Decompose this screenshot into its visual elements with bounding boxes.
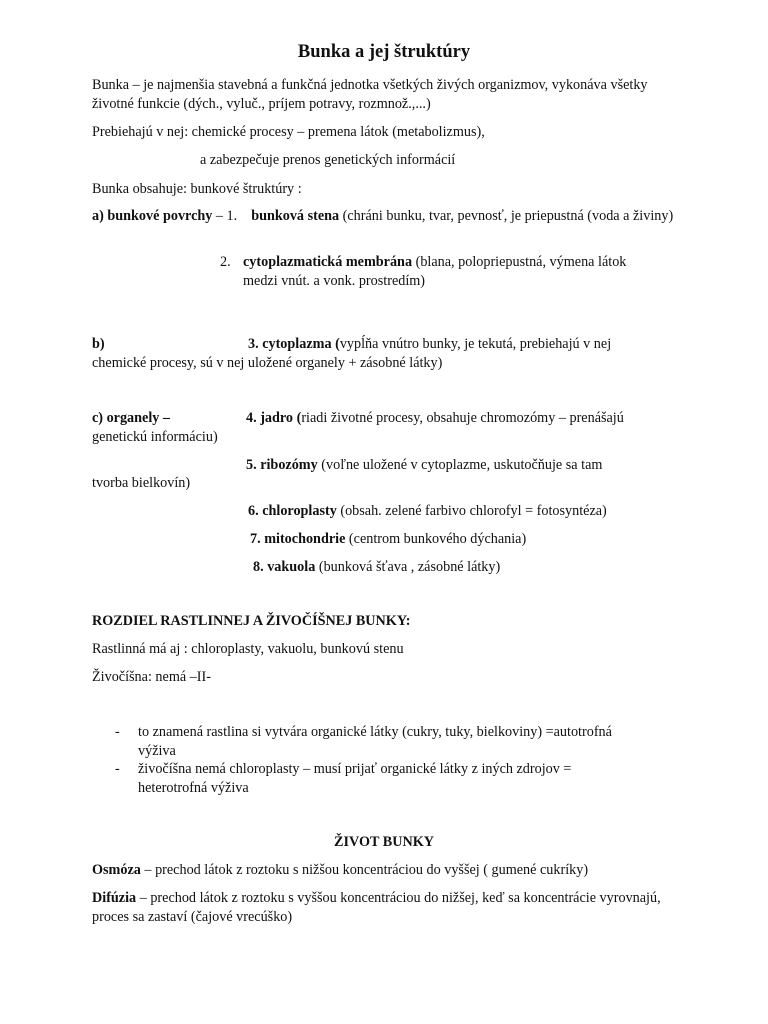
- intro-paragraph: [92, 76, 692, 114]
- item-2-number: 2.: [220, 254, 231, 270]
- item-4-line-1: [246, 409, 624, 428]
- intro-lead: Bunka: [92, 77, 130, 93]
- item-6-desc: (obsah. zelené farbivo chlorofyl = fotosyntéza): [336, 503, 607, 519]
- item-7: [250, 530, 526, 549]
- item-3-name: 3. cytoplazma (: [248, 336, 340, 352]
- life-heading: ŽIVOT BUNKY: [334, 834, 434, 850]
- item-2-name: cytoplazmatická membrána: [243, 254, 413, 270]
- diffusion-paragraph: [92, 889, 692, 927]
- bullet-dash: -: [115, 724, 120, 740]
- section-a-sep: – 1.: [212, 208, 238, 224]
- plant-cell-text: Rastlinná má aj : chloroplasty, vakuolu, bunkovú stenu: [92, 641, 404, 657]
- item-8: [253, 558, 500, 577]
- osmosis-definition: – prechod látok z roztoku s nižšou koncentráciou do vyššej ( gumené cukríky): [140, 862, 589, 878]
- item-7-name: 7. mitochondrie: [250, 531, 346, 547]
- processes-line-2: a zabezpečuje prenos genetických informácií: [200, 152, 456, 168]
- item-5-name: 5. ribozómy: [246, 457, 318, 473]
- bullet-item-line-1: živočíšna nemá chloroplasty – musí prijať organické látky z iných zdrojov =: [138, 761, 572, 777]
- osmosis-term: Osmóza: [92, 862, 141, 878]
- item-2-line-1: [243, 253, 626, 272]
- item-1-desc: (chráni bunku, tvar, pevnosť, je priepustná (voda a živiny): [339, 208, 674, 224]
- difference-heading: ROZDIEL RASTLINNEJ A ŽIVOČÍŠNEJ BUNKY:: [92, 613, 411, 629]
- item-4-line-2: genetickú informáciu): [92, 429, 218, 445]
- bullet-dash: -: [115, 761, 120, 777]
- item-4-name: 4. jadro (: [246, 410, 302, 426]
- page-title: Bunka a jej štruktúry: [297, 42, 471, 62]
- item-5-desc: (voľne uložené v cytoplazme, uskutočňuje sa tam: [317, 457, 603, 473]
- item-3-line-1: [248, 335, 611, 354]
- section-c-label: c) organely –: [92, 410, 171, 426]
- osmosis-paragraph: [92, 861, 692, 880]
- item-4-desc: riadi životné procesy, obsahuje chromozómy – prenášajú: [301, 410, 624, 426]
- item-2-line-2: medzi vnút. a vonk. prostredím): [243, 273, 426, 289]
- diffusion-term: Difúzia: [92, 890, 137, 906]
- bullet-item-line-1: to znamená rastlina si vytvára organické látky (cukry, tuky, bielkoviny) =autotrofná: [138, 724, 612, 740]
- item-6: [248, 502, 607, 521]
- section-a-label: a) bunkové povrchy: [92, 208, 213, 224]
- intro-text: – je najmenšia stavebná a funkčná jednotka všetkých živých organizmov, vykonáva všetky životné funkcie (dých., vyluč., príjem potravy, rozmnož.,...): [92, 77, 648, 112]
- bullet-item-line-2: heterotrofná výživa: [138, 780, 249, 796]
- item-8-name: 8. vakuola: [253, 559, 316, 575]
- item-5-line-2: tvorba bielkovín): [92, 475, 191, 491]
- item-6-name: 6. chloroplasty: [248, 503, 337, 519]
- structures-intro: Bunka obsahuje: bunkové štruktúry :: [92, 181, 302, 197]
- animal-cell-text: Živočíšna: nemá –II-: [92, 669, 211, 685]
- item-7-desc: (centrom bunkového dýchania): [345, 531, 527, 547]
- processes-line-1: Prebiehajú v nej: chemické procesy – premena látok (metabolizmus),: [92, 124, 485, 140]
- item-8-desc: (bunková šťava , zásobné látky): [315, 559, 501, 575]
- item-5-line-1: [246, 456, 602, 475]
- item-3-line-2: chemické procesy, sú v nej uložené organely + zásobné látky): [92, 355, 443, 371]
- bullet-item-line-2: výživa: [138, 743, 176, 759]
- item-3-desc: vypĺňa vnútro bunky, je tekutá, prebiehajú v nej: [339, 336, 612, 352]
- diffusion-definition: – prechod látok z roztoku s vyššou koncentráciou do nižšej, keď sa koncentrácie vyrovnajú, proces sa zastaví (čajové vrecúško): [92, 890, 661, 925]
- item-1-name: bunková stena: [251, 208, 340, 224]
- section-b-label: b): [92, 336, 105, 352]
- item-2-desc: (blana, polopriepustná, výmena látok: [412, 254, 627, 270]
- section-a-item-1: [92, 207, 692, 226]
